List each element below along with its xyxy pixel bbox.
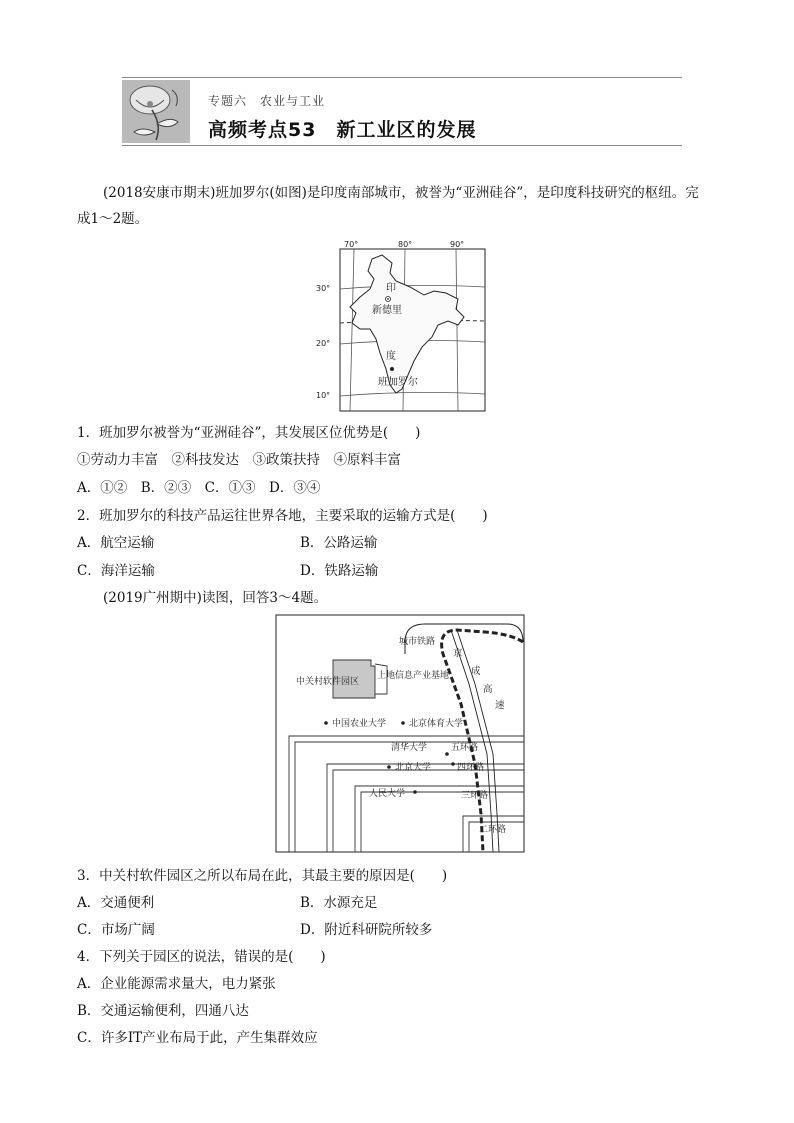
label-ring2: 二环路 xyxy=(479,825,507,835)
lat-label: 10° xyxy=(316,391,331,400)
label-pku: 北京大学 xyxy=(395,763,432,773)
country-char: 度 xyxy=(386,351,396,362)
india-map xyxy=(316,237,490,413)
q1-options-list: ①劳动力丰富 ②科技发达 ③政策扶持 ④原料丰富 xyxy=(77,452,401,468)
q2-choice-d: D．铁路运输 xyxy=(300,563,379,579)
intro-line-1: (2018安康市期末)班加罗尔(如图)是印度南部城市，被誉为“亚洲硅谷”，是印度科技研究的枢纽。完 xyxy=(103,185,699,201)
label-expressway: 高 xyxy=(483,684,493,695)
marker-cau xyxy=(324,721,328,725)
q3-choice-d: D．附近科研院所较多 xyxy=(300,922,433,938)
q2-choice-a: A．航空运输 xyxy=(77,535,155,551)
intro-line-2: 成1～2题。 xyxy=(77,211,149,227)
marker-bsu xyxy=(401,721,405,725)
q2-stem: 2．班加罗尔的科技产品运往世界各地，主要采取的运输方式是( ) xyxy=(77,508,488,524)
q4-stem: 4．下列关于园区的说法，错误的是( ) xyxy=(77,949,326,965)
q3-choice-c: C．市场广阔 xyxy=(77,922,155,938)
header-section: 专题六 农业与工业 xyxy=(208,94,326,108)
q4-choice-a: A．企业能源需求量大，电力紧张 xyxy=(77,976,276,992)
label-base: 上地信息产业基地 xyxy=(377,671,450,681)
q2-choice-c: C．海洋运输 xyxy=(77,563,155,579)
label-ruc: 人民大学 xyxy=(369,789,406,799)
q3-stem: 3．中关村软件园区之所以布局在此，其最主要的原因是( ) xyxy=(77,868,448,884)
label-tsinghua: 清华大学 xyxy=(391,743,428,753)
page-title: 高频考点53 新工业区的发展 xyxy=(208,119,477,141)
city-capital: 新德里 xyxy=(372,305,402,316)
lon-label: 80° xyxy=(398,240,413,249)
intro2: (2019广州期中)读图，回答3～4题。 xyxy=(103,590,328,606)
header-rule-top xyxy=(122,77,682,78)
lat-label: 20° xyxy=(316,339,331,348)
q4-choice-b: B．交通运输便利，四通八达 xyxy=(77,1003,249,1019)
label-expressway: 速 xyxy=(495,700,505,711)
lat-label: 30° xyxy=(316,284,331,293)
label-ring5: 五环路 xyxy=(451,743,479,753)
q1-choices: A．①② B．②③ C．①③ D．③④ xyxy=(77,480,321,496)
city-marker xyxy=(390,367,394,371)
lon-label: 90° xyxy=(450,240,465,249)
marker-ruc xyxy=(413,790,417,794)
city-south: 班加罗尔 xyxy=(378,377,418,388)
q3-choice-a: A．交通便利 xyxy=(77,895,155,911)
country-char: 印 xyxy=(386,283,396,294)
label-expressway: 成 xyxy=(471,666,481,677)
q4-choice-c: C．许多IT产业布局于此，产生集群效应 xyxy=(77,1030,318,1046)
marker-pku xyxy=(387,765,391,769)
label-ring3: 三环路 xyxy=(461,791,489,801)
label-expressway: 京 xyxy=(453,648,463,659)
marker-pku-2 xyxy=(451,762,455,766)
header-rule-bottom xyxy=(122,145,682,146)
label-cau: 中国农业大学 xyxy=(332,719,387,729)
q3-choice-b: B．水源充足 xyxy=(300,895,378,911)
morning-glory-flower-icon xyxy=(122,80,190,143)
zhongguancun-map xyxy=(275,614,525,854)
label-bsu: 北京体育大学 xyxy=(409,719,464,729)
label-railway: 城市铁路 xyxy=(399,637,436,647)
lon-label: 70° xyxy=(344,240,359,249)
label-park: 中关村软件园区 xyxy=(296,677,360,687)
q2-choice-b: B．公路运输 xyxy=(300,535,378,551)
label-ring4: 四环路 xyxy=(457,763,485,773)
marker-tsinghua xyxy=(445,752,449,756)
q1-stem: 1．班加罗尔被誉为“亚洲硅谷”，其发展区位优势是( ) xyxy=(77,425,421,441)
